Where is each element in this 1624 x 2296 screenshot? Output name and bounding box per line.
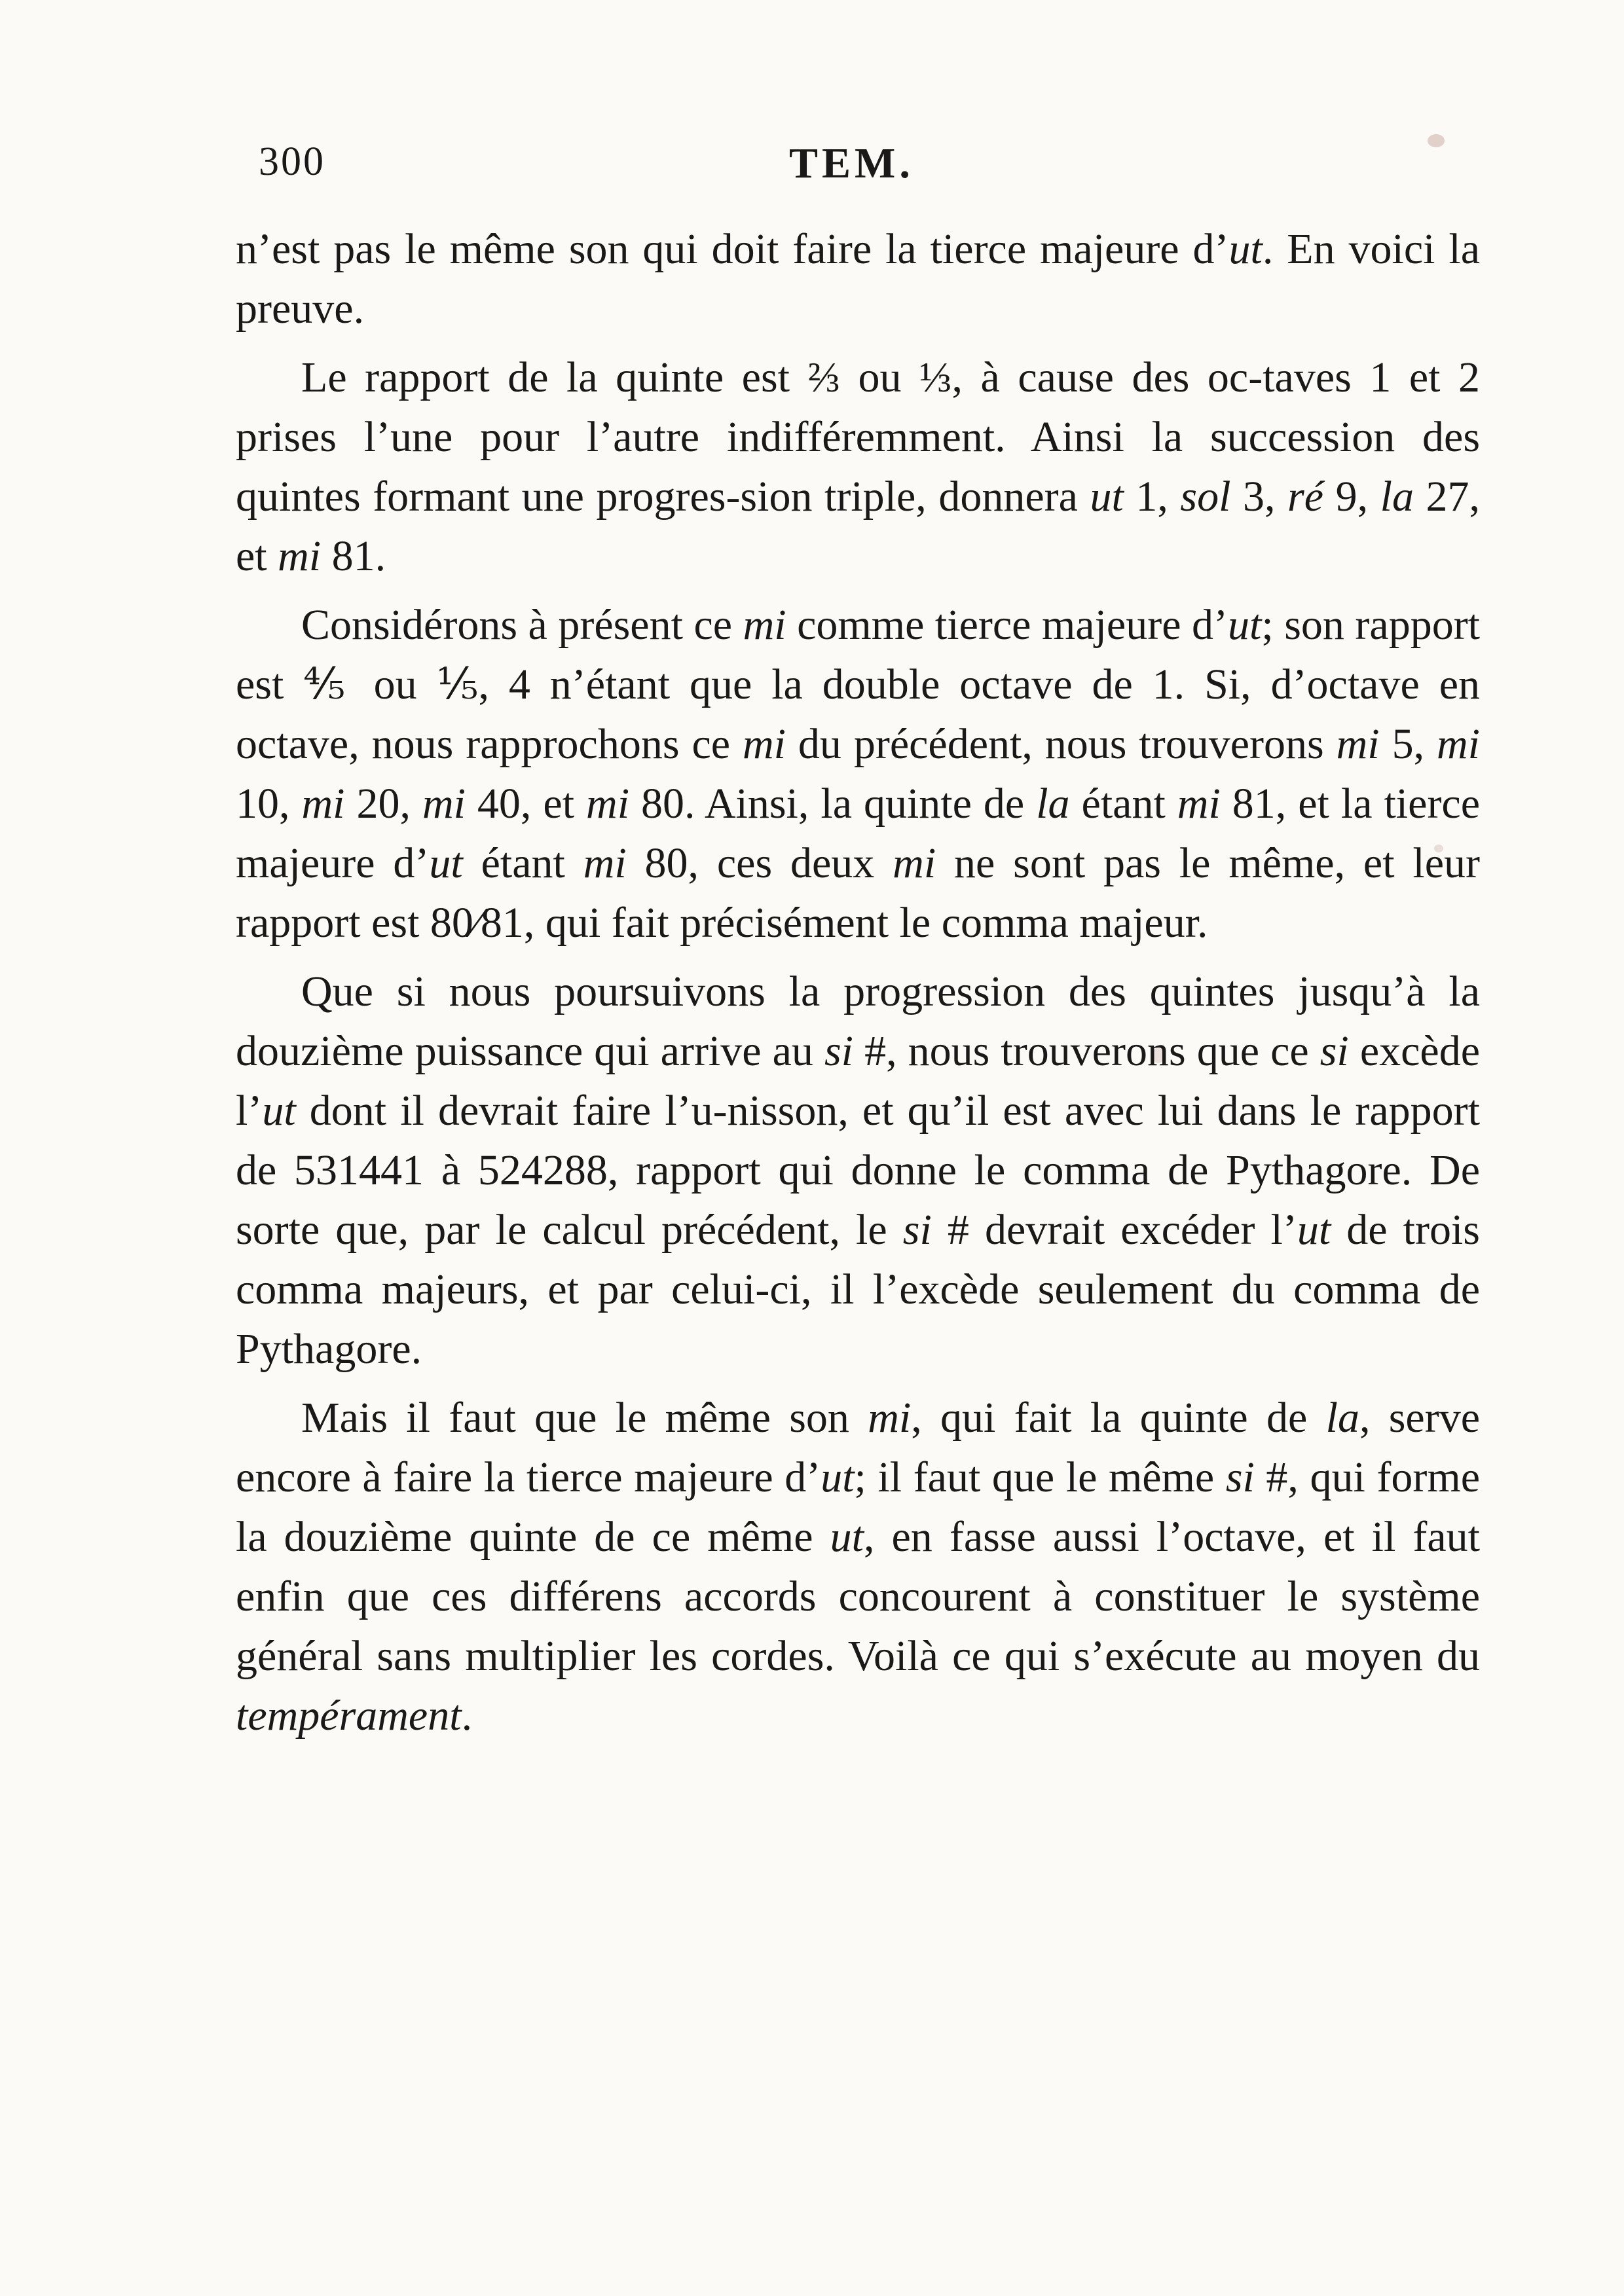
- text-run: Mais il faut que le même son: [301, 1394, 868, 1442]
- text-run: ; son rapport est ⅘ ou ⅕, 4 n’étant que la double octave de 1. Si, d’octave en octave, nous rapprochons ce: [236, 601, 1481, 768]
- italic-term: ut: [1090, 473, 1124, 520]
- text-run: #, nous trouverons que ce: [853, 1027, 1320, 1075]
- italic-term: mi: [743, 601, 786, 649]
- italic-term: mi: [422, 780, 466, 828]
- text-run: comme tierce majeure d’: [786, 601, 1228, 649]
- italic-term: ut: [830, 1513, 864, 1561]
- italic-term: sol: [1180, 473, 1231, 520]
- italic-term: mi: [1336, 720, 1380, 768]
- text-run: , qui fait la quinte de: [911, 1394, 1326, 1442]
- italic-term: mi: [893, 839, 936, 887]
- text-run: de trois comma majeurs, et par celui-ci, il l’excède seulement du comma de Pythagore.: [236, 1206, 1480, 1373]
- text-run: étant: [1069, 780, 1177, 828]
- text-run: 20,: [344, 780, 422, 828]
- text-run: 3,: [1230, 473, 1288, 520]
- italic-term: mi: [1437, 720, 1480, 768]
- italic-term: si: [824, 1027, 853, 1075]
- italic-term: mi: [301, 780, 345, 828]
- paragraph-5: [236, 1388, 1480, 1745]
- text-run: Considérons à présent ce: [301, 601, 743, 649]
- text-run: Le rapport de la quinte est ⅔ ou ⅓, à cause des oc-taves 1 et 2 prises l’une pour l’autre indifféremment. Ainsi la succession des quintes formant une progres-sion triple, donnera: [236, 354, 1480, 520]
- italic-term: mi: [278, 532, 322, 580]
- text-run: 9,: [1323, 473, 1380, 520]
- text-run: 40, et: [465, 780, 587, 828]
- text-run: 10,: [236, 780, 302, 828]
- text-run: 81.: [321, 532, 386, 580]
- italic-term: ré: [1287, 473, 1324, 520]
- text-run: , serve encore à faire la tierce majeure d’: [236, 1394, 1480, 1501]
- italic-term: ut: [1228, 225, 1263, 273]
- text-run: ne sont pas le même, et leur rapport est 80⁄81, qui fait précisément le comma majeur.: [236, 839, 1481, 947]
- text-run: 81, et la tierce majeure d’: [236, 780, 1481, 887]
- text-run: dont il devrait faire l’u-nisson, et qu’il est avec lui dans le rapport de 531441 à 524288, rapport qui donne le comma de Pythagore. De sorte que, par le calcul précédent, le: [236, 1087, 1480, 1254]
- paragraph-4: [236, 962, 1480, 1379]
- italic-term: la: [1325, 1394, 1359, 1442]
- text-run: .: [461, 1692, 473, 1740]
- text-run: 80, ces deux: [626, 839, 893, 887]
- ink-smudge-top-right: [1428, 134, 1445, 147]
- text-run: étant: [462, 839, 583, 887]
- text-run: . En voici la preuve.: [236, 225, 1481, 333]
- italic-term: la: [1380, 473, 1414, 520]
- italic-term: mi: [583, 839, 627, 887]
- text-run: 1,: [1123, 473, 1181, 520]
- running-head: TEM.: [789, 139, 914, 187]
- italic-term: mi: [868, 1394, 912, 1442]
- page-number: 300: [259, 139, 325, 184]
- italic-term: mi: [586, 780, 630, 828]
- italic-term: ut: [262, 1087, 296, 1135]
- italic-term: tempérament: [236, 1692, 462, 1740]
- italic-term: ut: [429, 839, 463, 887]
- paragraph-2: [236, 348, 1480, 586]
- text-run: 27, et: [236, 473, 1481, 580]
- text-run: Que si nous poursuivons la progression des quintes jusqu’à la douzième puissance qui arrive au: [236, 968, 1480, 1075]
- italic-term: si: [902, 1206, 932, 1254]
- italic-term: mi: [742, 720, 786, 768]
- body-text: [236, 219, 1480, 1755]
- italic-term: ut: [821, 1453, 855, 1501]
- italic-term: ut: [1228, 601, 1262, 649]
- text-run: n’est pas le même son qui doit faire la tierce majeure d’: [236, 225, 1229, 273]
- text-run: du précédent, nous trouverons: [785, 720, 1337, 768]
- text-run: 80. Ainsi, la quinte de: [629, 780, 1037, 828]
- text-run: ; il faut que le même: [854, 1453, 1226, 1501]
- text-run: excède l’: [236, 1027, 1480, 1135]
- italic-term: la: [1036, 780, 1070, 828]
- italic-term: mi: [1177, 780, 1221, 828]
- text-run: , en fasse aussi l’octave, et il faut enfin que ces différens accords concourent à constituer le système général sans multiplier les cordes. Voilà ce qui s’exécute au moyen du: [236, 1513, 1480, 1680]
- paragraph-1: [236, 219, 1480, 338]
- italic-term: ut: [1297, 1206, 1331, 1254]
- italic-term: si: [1320, 1027, 1349, 1075]
- italic-term: si: [1225, 1453, 1255, 1501]
- text-run: 5,: [1379, 720, 1437, 768]
- paragraph-3: [236, 595, 1480, 953]
- text-run: # devrait excéder l’: [931, 1206, 1297, 1254]
- text-run: #, qui forme la douzième quinte de ce même: [236, 1453, 1480, 1561]
